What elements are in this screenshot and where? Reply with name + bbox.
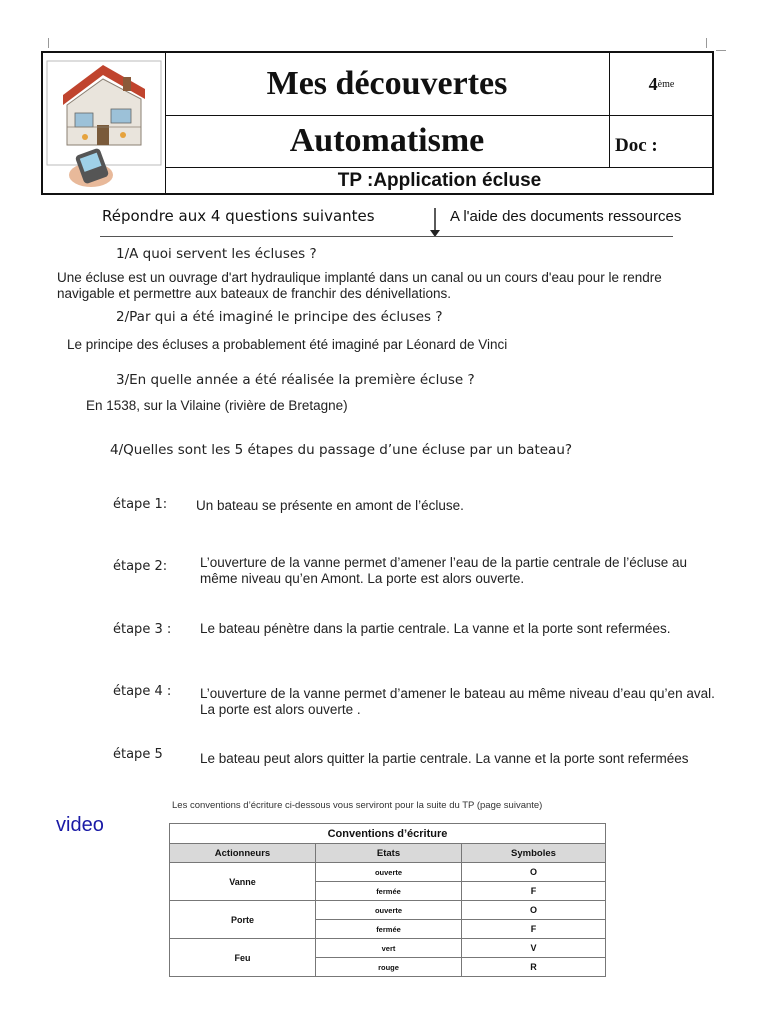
state-cell: fermée [316,920,462,939]
step-4-label: étape 4 : [113,684,172,699]
symbol-cell: O [462,863,606,882]
house-automation-illustration [45,55,163,193]
step-3-text: Le bateau pénètre dans la partie centrale. La vanne et la porte sont refermées. [200,621,671,636]
doc-label: Doc : [615,135,658,156]
step-2-text: L’ouverture de la vanne permet d’amener l’eau de la partie centrale de l’écluse au même niveau qu’en Amont. La porte est alors ouverte. [200,555,688,586]
state-cell: vert [316,939,462,958]
conventions-table [169,823,606,977]
question-3: 3/En quelle année a été réalisée la première écluse ? [116,372,475,388]
answer-3: En 1538, sur la Vilaine (rivière de Bretagne) [86,398,348,413]
page-title: Mes découvertes [266,65,508,102]
column-header-etats: Etats [316,844,462,863]
crop-mark [716,50,726,51]
instruction-right: A l'aide des documents ressources [450,208,682,225]
tp-title: TP :Application écluse [337,169,542,191]
step-2-label: étape 2: [113,559,168,574]
subject-title: Automatisme [289,122,485,159]
down-arrow-icon [428,206,442,238]
state-cell: ouverte [316,863,462,882]
step-4-text: L’ouverture de la vanne permet d’amener le bateau au même niveau d’eau qu’en aval. La porte est alors ouverte . [200,686,715,717]
answer-1: Une écluse est un ouvrage d'art hydraulique implanté dans un canal ou un cours d'eau pour le rendre navigable et permettre aux bateaux de franchir des dénivellations. [57,270,662,301]
divider [100,236,673,237]
grade-number: 4 [648,73,658,94]
question-2: 2/Par qui a été imaginé le principe des écluses ? [116,309,443,325]
conventions-table-title: Conventions d’écriture [170,824,606,844]
state-cell: fermée [316,882,462,901]
question-4: 4/Quelles sont les 5 étapes du passage d’une écluse par un bateau? [110,442,573,458]
header-table [41,51,714,195]
answer-2: Le principe des écluses a probablement été imaginé par Léonard de Vinci [67,337,508,352]
step-3-label: étape 3 : [113,622,172,637]
question-1: 1/A quoi servent les écluses ? [116,246,317,262]
step-1-label: étape 1: [113,497,168,512]
symbol-cell: O [462,901,606,920]
symbol-cell: F [462,882,606,901]
grade-superscript: ème [657,78,675,90]
actuator-vanne: Vanne [170,863,316,901]
conventions-note: Les conventions d’écriture ci-dessous vous serviront pour la suite du TP (page suivante) [172,800,543,811]
actuator-porte: Porte [170,901,316,939]
column-header-symboles: Symboles [462,844,606,863]
state-cell: ouverte [316,901,462,920]
video-link[interactable]: video [56,814,104,836]
column-header-actionneurs: Actionneurs [170,844,316,863]
symbol-cell: F [462,920,606,939]
step-1-text: Un bateau se présente en amont de l’écluse. [196,498,464,513]
crop-mark [48,38,49,48]
instruction-left: Répondre aux 4 questions suivantes [102,207,375,225]
symbol-cell: V [462,939,606,958]
step-5-label: étape 5 [113,747,163,762]
step-5-text: Le bateau peut alors quitter la partie centrale. La vanne et la porte sont refermées [200,751,689,766]
symbol-cell: R [462,958,606,977]
crop-mark [706,38,707,48]
actuator-feu: Feu [170,939,316,977]
grade-level [609,53,714,115]
state-cell: rouge [316,958,462,977]
